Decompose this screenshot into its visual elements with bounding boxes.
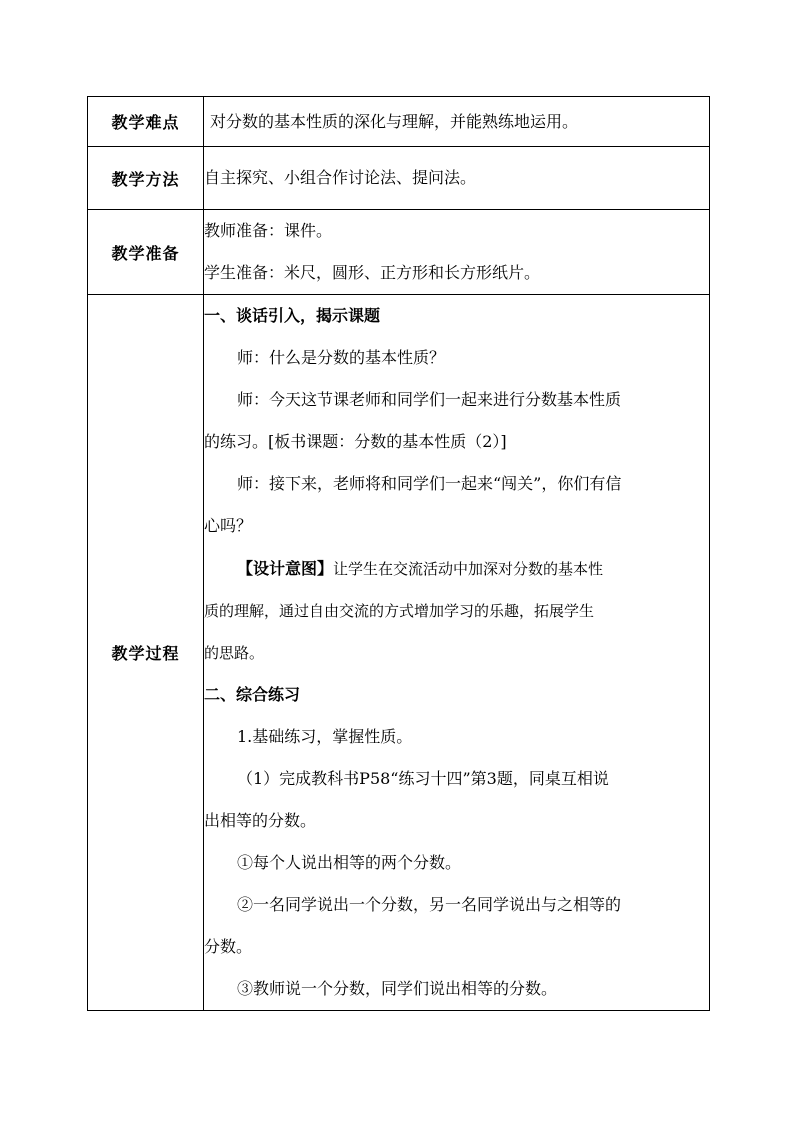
teacher-question-1: 师：什么是分数的基本性质？ — [237, 348, 446, 367]
method-text: 自主探究、小组合作讨论法、提问法。 — [204, 168, 477, 187]
design-intent-line3: 的思路。 — [204, 644, 265, 662]
design-intent-line2: 质的理解，通过自由交流的方式增加学习的乐趣，拓展学生 — [204, 602, 595, 620]
label-teaching-process: 教学过程 — [88, 295, 204, 1011]
content-teaching-method — [204, 147, 710, 210]
teacher-statement-2-line1: 师：今天这节课老师和同学们一起来进行分数基本性质 — [237, 390, 622, 409]
content-teaching-process — [204, 295, 710, 1011]
label-teaching-preparation: 教学准备 — [88, 210, 204, 295]
practice-step-3: ③教师说一个分数，同学们说出相等的分数。 — [237, 979, 558, 998]
row-teaching-process — [88, 295, 710, 1011]
practice-item-1a-line2: 出相等的分数。 — [204, 811, 317, 830]
lesson-plan-table — [87, 96, 710, 1011]
design-intent-tag: 【设计意图】 — [237, 559, 334, 578]
section-2-title: 二、综合练习 — [204, 685, 301, 704]
practice-item-1a-line1: （1）完成教科书P58“练习十四”第3题，同桌互相说 — [237, 769, 609, 788]
difficulty-text: 对分数的基本性质的深化与理解，并能熟练地运用。 — [210, 111, 579, 131]
row-teaching-difficulty — [88, 97, 710, 147]
label-teaching-method: 教学方法 — [88, 147, 204, 210]
design-intent-text-1: 让学生在交流活动中加深对分数的基本性 — [333, 560, 604, 578]
content-teaching-difficulty — [204, 97, 710, 147]
practice-item-1: 1.基础练习，掌握性质。 — [237, 727, 413, 746]
content-teaching-preparation — [204, 210, 710, 295]
design-intent-line1 — [204, 548, 709, 590]
practice-step-2-line2: 分数。 — [204, 937, 253, 956]
label-teaching-difficulty: 教学难点 — [88, 97, 204, 147]
teacher-preparation: 教师准备：课件。 — [204, 221, 333, 240]
row-teaching-method — [88, 147, 710, 210]
teacher-statement-3-line1: 师：接下来，老师将和同学们一起来“闯关”，你们有信 — [237, 474, 622, 493]
teacher-statement-3-line2: 心吗？ — [204, 516, 253, 535]
row-teaching-preparation — [88, 210, 710, 295]
practice-step-2-line1: ②一名同学说出一个分数，另一名同学说出与之相等的 — [237, 895, 622, 914]
teacher-statement-2-line2: 的练习。[板书课题：分数的基本性质（2）] — [204, 432, 507, 451]
practice-step-1: ①每个人说出相等的两个分数。 — [237, 853, 462, 872]
student-preparation: 学生准备：米尺，圆形、正方形和长方形纸片。 — [204, 263, 541, 282]
section-1-title: 一、谈话引入，揭示课题 — [204, 306, 381, 325]
